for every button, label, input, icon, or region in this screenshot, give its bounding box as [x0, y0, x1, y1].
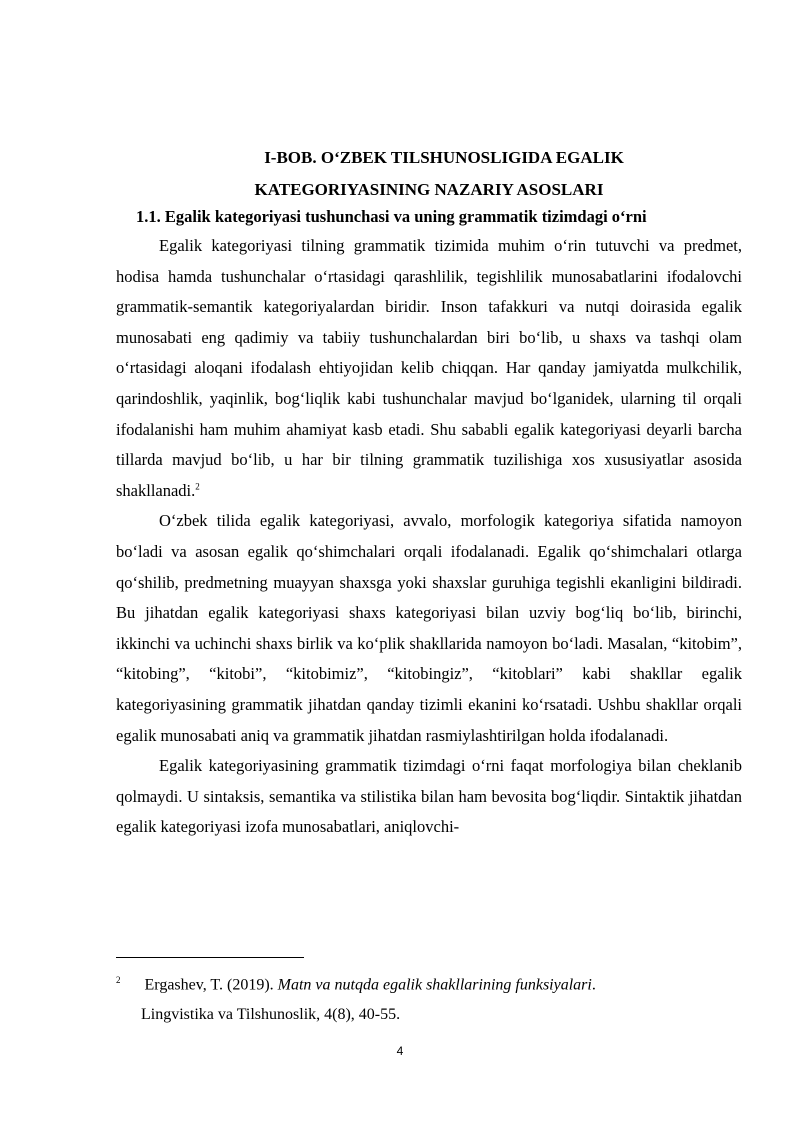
- chapter-title-line-2: KATEGORIYASINING NAZARIY ASOSLARI: [254, 180, 604, 199]
- paragraph-1-text: Egalik kategoriyasi tilning grammatik tizimida muhim o‘rin tutuvchi va predmet, hodisa hamda tushunchalar o‘rtasidagi qarashlilik, tegishlilik munosabatlarini ifodalovchi grammatik-semantik kategoriyalardan biridir. Inson tafakkuri va nutqi doirasida egalik munosabati eng qadimiy va tabiiy tushunchalardan biri bo‘lib, u shaxs va tashqi olam o‘rtasidagi aloqani ifodalash ehtiyojidan kelib chiqqan. Har qanday jamiyatda mulkchilik, qarindoshlik, yaqinlik, bog‘liqlik kabi tushunchalar mavjud bo‘lganidek, ularning til orqali ifodalanishi ham muhim ahamiyat kasb etadi. Shu sababli egalik kategoriyasi deyarli barcha tillarda mavjud bo‘lib, u har bir tilning grammatik tuzilishiga xos xususiyatlar asosida shakllanadi.: [116, 236, 742, 500]
- footnote-number: 2: [116, 975, 121, 985]
- footnote-title-period: .: [591, 976, 596, 994]
- footnote-separator: [116, 957, 304, 958]
- footnote-title: Matn va nutqda egalik shakllarining funksiyalari: [277, 976, 592, 994]
- body-text: [116, 231, 742, 843]
- page-number: 4: [396, 1044, 404, 1058]
- footnote-reference[interactable]: 2: [195, 481, 200, 492]
- chapter-title-line-1: I-BOB. O‘ZBEK TILSHUNOSLIGIDA EGALIK: [264, 148, 624, 167]
- footnote: [116, 965, 742, 1030]
- paragraph-3: Egalik kategoriyasining grammatik tizimdagi o‘rni faqat morfologiya bilan cheklanib qolmaydi. U sintaksis, semantika va stilistika bilan ham bevosita bog‘liqdir. Sintaktik jihatdan egalik kategoriyasi izofa munosabatlari, aniqlovchi-: [116, 756, 742, 837]
- footnote-line-1: [116, 965, 742, 1000]
- paragraph-1: [116, 231, 742, 506]
- footnote-author: Ergashev, T. (2019).: [144, 976, 274, 994]
- section-title: 1.1. Egalik kategoriyasi tushunchasi va uning grammatik tizimdagi o‘rni: [136, 207, 647, 226]
- chapter-title: [116, 142, 742, 206]
- paragraph-2: O‘zbek tilida egalik kategoriyasi, avvalo, morfologik kategoriya sifatida namoyon bo‘ladi va asosan egalik qo‘shimchalari orqali ifodalanadi. Egalik qo‘shimchalari otlarga qo‘shilib, predmetning muayyan shaxsga yoki shaxslar guruhiga tegishli ekanligini bildiradi. Bu jihatdan egalik kategoriyasi shaxs kategoriyasi bilan uzviy bog‘liq bo‘lib, birinchi, ikkinchi va uchinchi shaxs birlik va ko‘plik shakllarida namoyon bo‘ladi. Masalan, “kitobim”, “kitobing”, “kitobi”, “kitobimiz”, “kitobingiz”, “kitoblari” kabi shakllar egalik kategoriyasining grammatik jihatdan qanday tizimli ekanini ko‘rsatadi. Ushbu shakllar orqali egalik munosabati aniq va grammatik jihatdan rasmiylashtirilgan holda ifodalanadi.: [116, 511, 742, 745]
- footnote-source: Lingvistika va Tilshunoslik, 4(8), 40-55.: [141, 1006, 401, 1024]
